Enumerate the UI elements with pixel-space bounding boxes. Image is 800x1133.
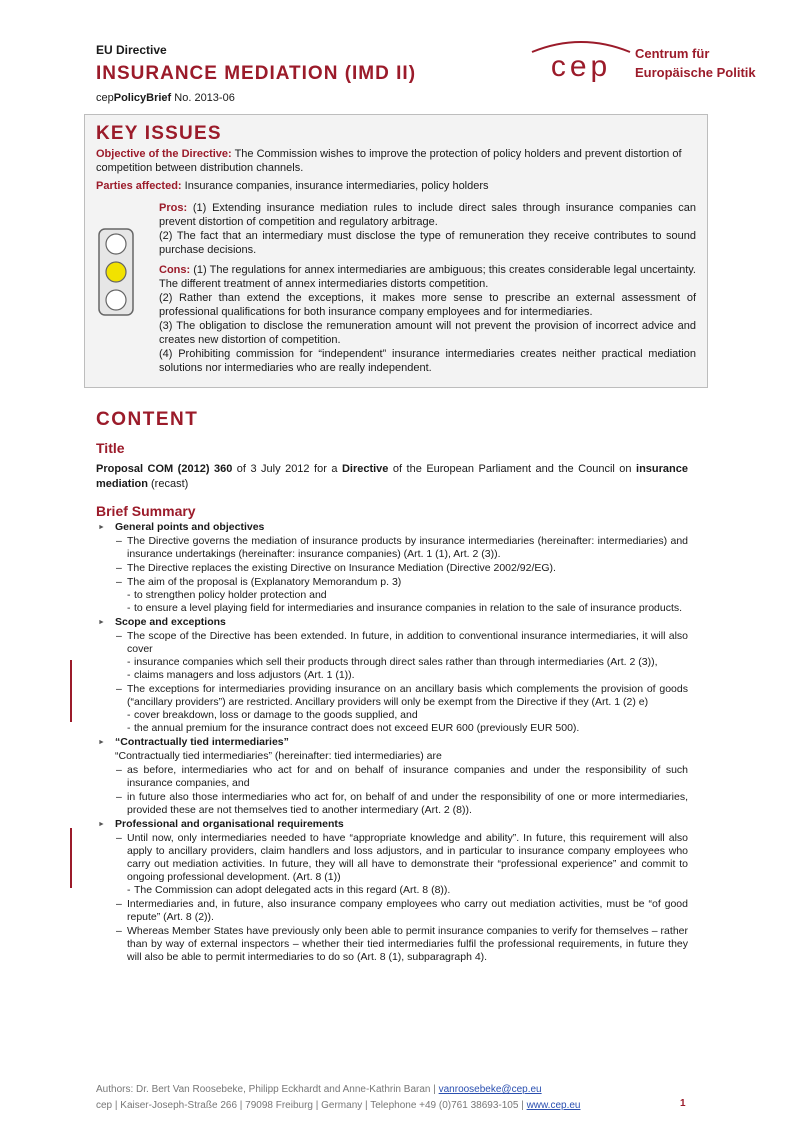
section-heading: ► General points and objectives [96, 521, 688, 534]
key-issues-title: KEY ISSUES [96, 123, 222, 144]
list-item: – The Directive governs the mediation of insurance products by insurance intermediaries (hereinafter: intermediaries) and insurance undertakings (hereinafter: insurance companies) (Art. 1 (1), Art. 2 (3)). [115, 535, 688, 561]
list-item: – Until now, only intermediaries needed to have “appropriate knowledge and ability”. In future, this requirement will also apply to ancillary providers, claim handlers and loss adjustors, and in particular to insurance company employees who carry out mediation activities. In future, they will all have to demonstrate their “professional experience” and commit to ongoing professional development. (Art. 8 (1)) [115, 832, 688, 884]
page-number: 1 [680, 1098, 686, 1109]
list-item: – Whereas Member States have previously only been able to permit insurance companies to verify for themselves – rather than by way of external inspectors – whether their tied intermediaries fulfil the professional requirements, in future they will also be able to permit intermediaries to do so (Art. 8 (1), subparagraph 4). [115, 925, 688, 964]
section-heading: ► “Contractually tied intermediaries” [96, 736, 688, 749]
cons-3: (3) The obligation to disclose the remuneration amount will not prevent the provision of incorrect advice and creates new distortion of competition. [159, 320, 696, 346]
pros-1: Pros: (1) Extending insurance mediation rules to include direct sales through insurance companies can prevent distortion of competition and regulatory arbitrage. [159, 202, 696, 228]
document-type: EU Directive [96, 43, 167, 57]
sub-list-item: - The Commission can adopt delegated acts in this regard (Art. 8 (8)). [127, 884, 688, 897]
list-item: – Intermediaries and, in future, also insurance company employees who carry out mediation activities, must be “of good repute” (Art. 8 (2)). [115, 898, 688, 924]
parties-paragraph: Parties affected: Insurance companies, insurance intermediaries, policy holders [96, 180, 489, 192]
website-link[interactable]: www.cep.eu [526, 1100, 581, 1111]
footer-address: cep | Kaiser-Joseph-Straße 266 | 79098 Freiburg | Germany | Telephone +49 (0)761 38693-105 | www.cep.eu [96, 1100, 581, 1111]
sub-list-item: - cover breakdown, loss or damage to the goods supplied, and [127, 709, 688, 722]
footer-authors: Authors: Dr. Bert Van Roosebeke, Philipp Eckhardt and Anne-Kathrin Baran | vanroosebeke@cep.eu [96, 1084, 542, 1095]
change-marker [70, 660, 72, 722]
list-item: – The scope of the Directive has been extended. In future, in addition to conventional insurance intermediaries, it will also cover [115, 630, 688, 656]
cons-1: Cons: (1) The regulations for annex intermediaries are ambiguous; this creates considerable legal uncertainty. The different treatment of annex intermediaries distorts competition. [159, 264, 696, 290]
list-item: – The aim of the proposal is (Explanatory Memorandum p. 3) [115, 576, 688, 589]
sub-list-item: - the annual premium for the insurance contract does not exceed EUR 600 (previously EUR 500). [127, 722, 688, 735]
list-item: – The Directive replaces the existing Directive on Insurance Mediation (Directive 2002/92/EG). [115, 562, 688, 575]
list-item: – The exceptions for intermediaries providing insurance on an ancillary basis which complements the provision of goods (“ancillary providers”) are restricted. Ancillary providers will only be exempt from the Directive if they (Art. 1 (2) e) [115, 683, 688, 709]
sub-list-item: - insurance companies which sell their products through direct sales rather than through intermediaries (Art. 2 (3)), [127, 656, 688, 669]
logo-wordmark: Centrum für Europäische Politik [635, 46, 756, 80]
section-intro: “Contractually tied intermediaries” (hereinafter: tied intermediaries) are [115, 750, 442, 762]
sub-list-item: - to strengthen policy holder protection and [127, 589, 688, 602]
sub-list-item: - claims managers and loss adjustors (Art. 1 (1)). [127, 669, 688, 682]
title-subheading: Title [96, 440, 125, 456]
brief-summary [96, 520, 688, 964]
objective-paragraph: Objective of the Directive: The Commission wishes to improve the protection of policy holders and prevent distortion of competition between distribution channels. [96, 148, 682, 174]
sub-list-item: - to ensure a level playing field for intermediaries and insurance companies in relation to the sale of insurance products. [127, 602, 688, 615]
page-footer [96, 1082, 688, 1114]
cons-2: (2) Rather than extend the exceptions, it makes more sense to prescribe an external assessment of professional qualifications for both insurance company employees and for intermediaries. [159, 292, 696, 318]
section-heading: ► Scope and exceptions [96, 616, 688, 629]
proposal-title: Proposal COM (2012) 360 of 3 July 2012 for a Directive of the European Parliament and the Council on insurance mediation (recast) [96, 463, 688, 490]
key-issues-box [84, 114, 708, 388]
content-heading: CONTENT [96, 409, 199, 430]
logo-mark: cep [550, 50, 612, 83]
pros-cons [159, 201, 696, 375]
section-heading: ► Professional and organisational requirements [96, 818, 688, 831]
change-marker [70, 828, 72, 888]
traffic-light-icon [98, 228, 134, 316]
cep-logo [526, 38, 636, 88]
author-email-link[interactable]: vanroosebeke@cep.eu [438, 1084, 542, 1095]
document-title: INSURANCE MEDIATION (IMD II) [96, 63, 417, 84]
list-item: – as before, intermediaries who act for and on behalf of insurance companies and under the responsibility of such insurance companies, and [115, 764, 688, 790]
list-item: – in future also those intermediaries who act for, on behalf of and under the responsibility of one or more intermediaries, provided these are not themselves tied to another intermediary (Art. 2 (8)). [115, 791, 688, 817]
brief-summary-heading: Brief Summary [96, 503, 196, 519]
pros-2: (2) The fact that an intermediary must disclose the type of remuneration they receive contributes to sound purchase decisions. [159, 230, 696, 256]
cons-4: (4) Prohibiting commission for “independent” insurance intermediaries creates neither practical mediation solutions nor intermediaries who are really independent. [159, 348, 696, 374]
policy-brief-number: cepPolicyBrief No. 2013-06 [96, 92, 235, 104]
